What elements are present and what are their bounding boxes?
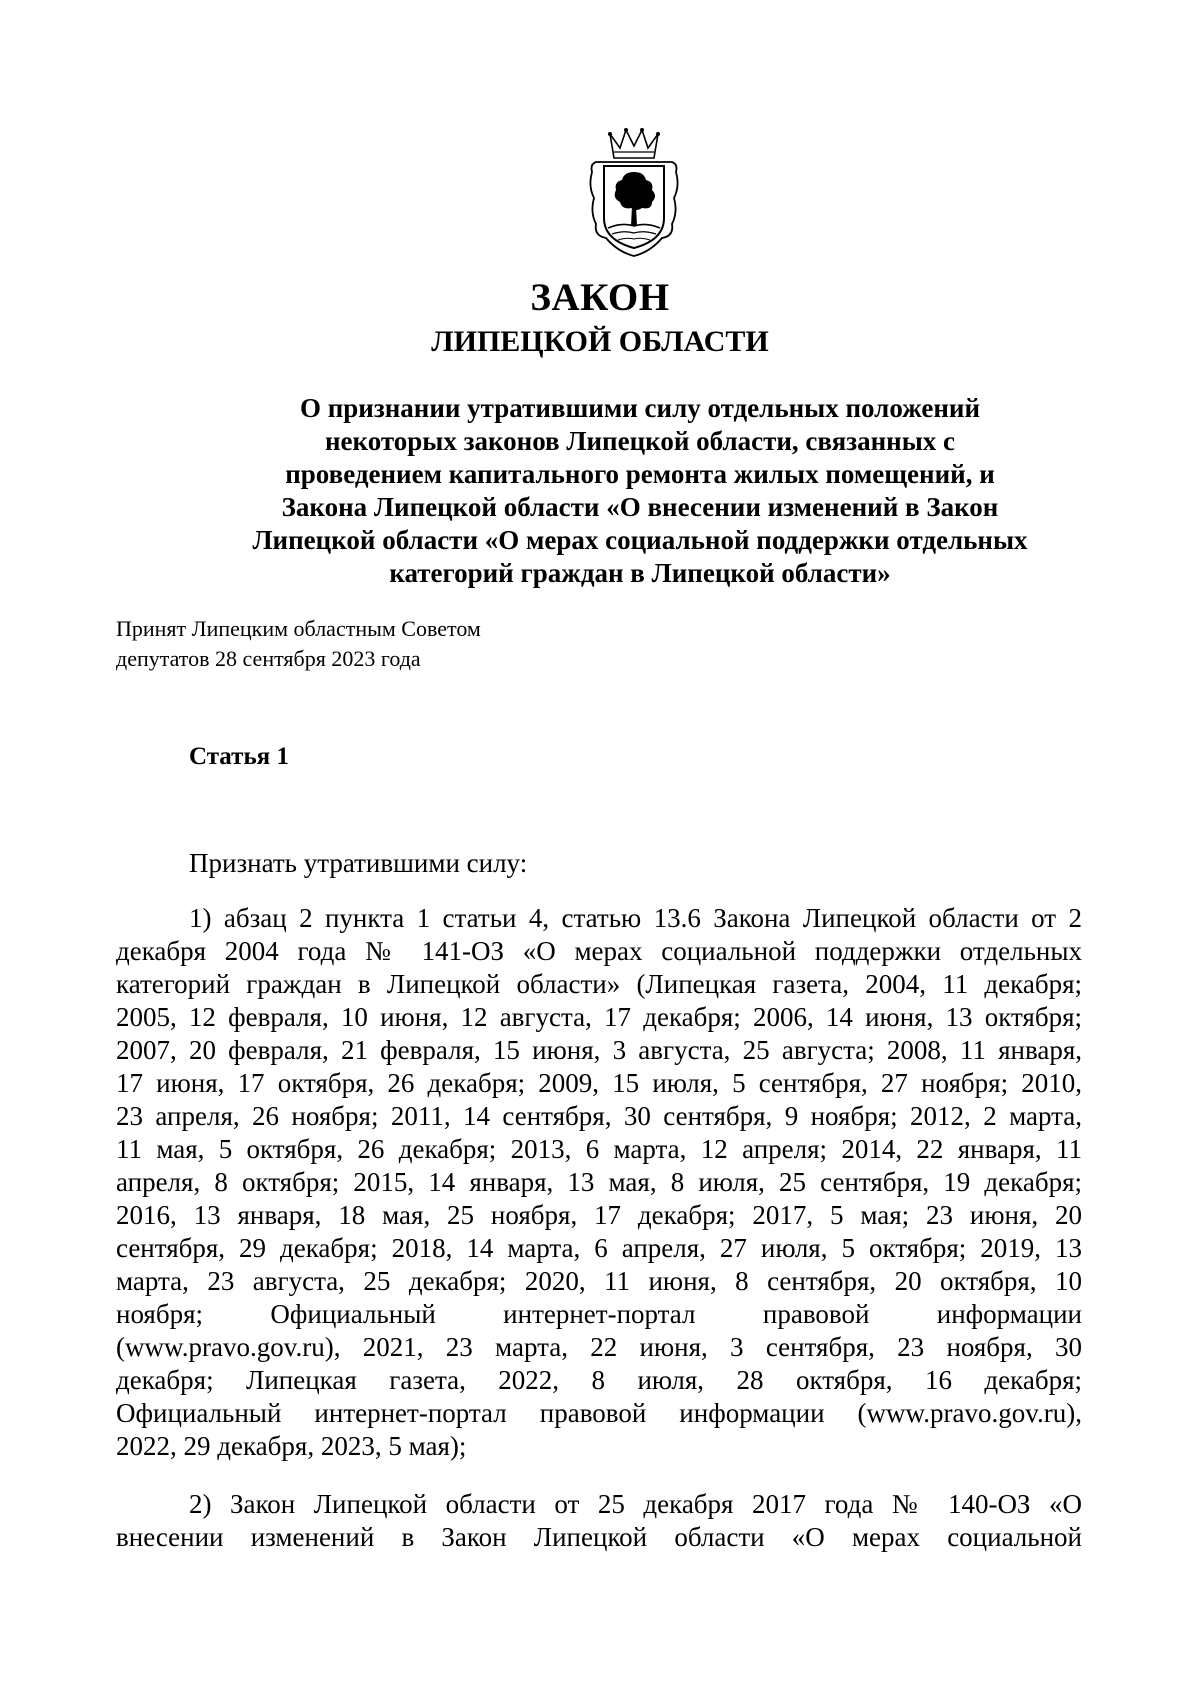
article-heading: Статья 1 xyxy=(189,743,289,770)
paragraph-line: ноября; Официальный интернет-портал правовой информации xyxy=(116,1299,1082,1329)
paragraph-line: (www.pravo.gov.ru), 2021, 23 марта, 22 июня, 3 сентября, 23 ноября, 30 xyxy=(116,1332,1082,1362)
subject-line: категорий граждан в Липецкой области» xyxy=(389,558,891,588)
paragraph-line: 2007, 20 февраля, 21 февраля, 15 июня, 3 августа, 25 августа; 2008, 11 января, xyxy=(116,1035,1082,1065)
paragraph-line: 11 мая, 5 октября, 26 декабря; 2013, 6 марта, 12 апреля; 2014, 22 января, 11 xyxy=(116,1134,1082,1164)
document-region: ЛИПЕЦКОЙ ОБЛАСТИ xyxy=(431,325,769,358)
paragraph-line: 1) абзац 2 пункта 1 статьи 4, статью 13.6 Закона Липецкой области от 2 xyxy=(189,903,1082,933)
paragraph-line: сентября, 29 декабря; 2018, 14 марта, 6 апреля, 27 июля, 5 октября; 2019, 13 xyxy=(116,1233,1082,1263)
paragraph-line: 2005, 12 февраля, 10 июня, 12 августа, 17 декабря; 2006, 14 июня, 13 октября; xyxy=(116,1002,1082,1032)
adoption-line: Принят Липецким областным Советом xyxy=(116,616,481,641)
paragraph-line: декабря 2004 года № 141-ОЗ «О мерах социальной поддержки отдельных xyxy=(116,936,1082,966)
subject-line: О признании утратившими силу отдельных положений xyxy=(299,393,981,423)
subject-line: Липецкой области «О мерах социальной поддержки отдельных xyxy=(252,525,1028,555)
paragraph-line: категорий граждан в Липецкой области» (Липецкая газета, 2004, 11 декабря; xyxy=(116,969,1082,999)
paragraph-line: 17 июня, 17 октября, 26 декабря; 2009, 15 июля, 5 сентября, 27 ноября; 2010, xyxy=(116,1068,1082,1098)
paragraph-line: 2022, 29 декабря, 2023, 5 мая); xyxy=(116,1431,467,1461)
paragraph-line: 2) Закон Липецкой области от 25 декабря 2017 года № 140-ОЗ «О xyxy=(189,1489,1082,1519)
subject-line: Закона Липецкой области «О внесении изменений в Закон xyxy=(281,492,999,522)
paragraph-line: 23 апреля, 26 ноября; 2011, 14 сентября, 30 сентября, 9 ноября; 2012, 2 марта, xyxy=(116,1101,1082,1131)
article-item-2 xyxy=(116,1488,1082,1554)
lipetsk-coat-of-arms-icon xyxy=(584,128,684,258)
adoption-line: депутатов 28 сентября 2023 года xyxy=(116,646,421,671)
paragraph-line: марта, 23 августа, 25 декабря; 2020, 11 июня, 8 сентября, 20 октября, 10 xyxy=(116,1266,1082,1296)
paragraph-line: внесении изменений в Закон Липецкой области «О мерах социальной xyxy=(116,1522,1082,1552)
paragraph-line: апреля, 8 октября; 2015, 14 января, 13 мая, 8 июля, 25 сентября, 19 декабря; xyxy=(116,1167,1082,1197)
article-item-1 xyxy=(116,902,1082,1463)
paragraph-line: Официальный интернет-портал правовой информации (www.pravo.gov.ru), xyxy=(116,1398,1082,1428)
law-subject xyxy=(230,392,1050,590)
adoption-note xyxy=(116,614,481,674)
paragraph-line: декабря; Липецкая газета, 2022, 8 июля, 28 октября, 16 декабря; xyxy=(116,1365,1082,1395)
paragraph-line: 2016, 13 января, 18 мая, 25 ноября, 17 декабря; 2017, 5 мая; 23 июня, 20 xyxy=(116,1200,1082,1230)
document-title: ЗАКОН xyxy=(530,276,670,319)
subject-line: проведением капитального ремонта жилых помещений, и xyxy=(285,459,995,489)
subject-line: некоторых законов Липецкой области, связанных с xyxy=(324,426,956,456)
article-intro: Признать утратившими силу: xyxy=(189,848,528,878)
